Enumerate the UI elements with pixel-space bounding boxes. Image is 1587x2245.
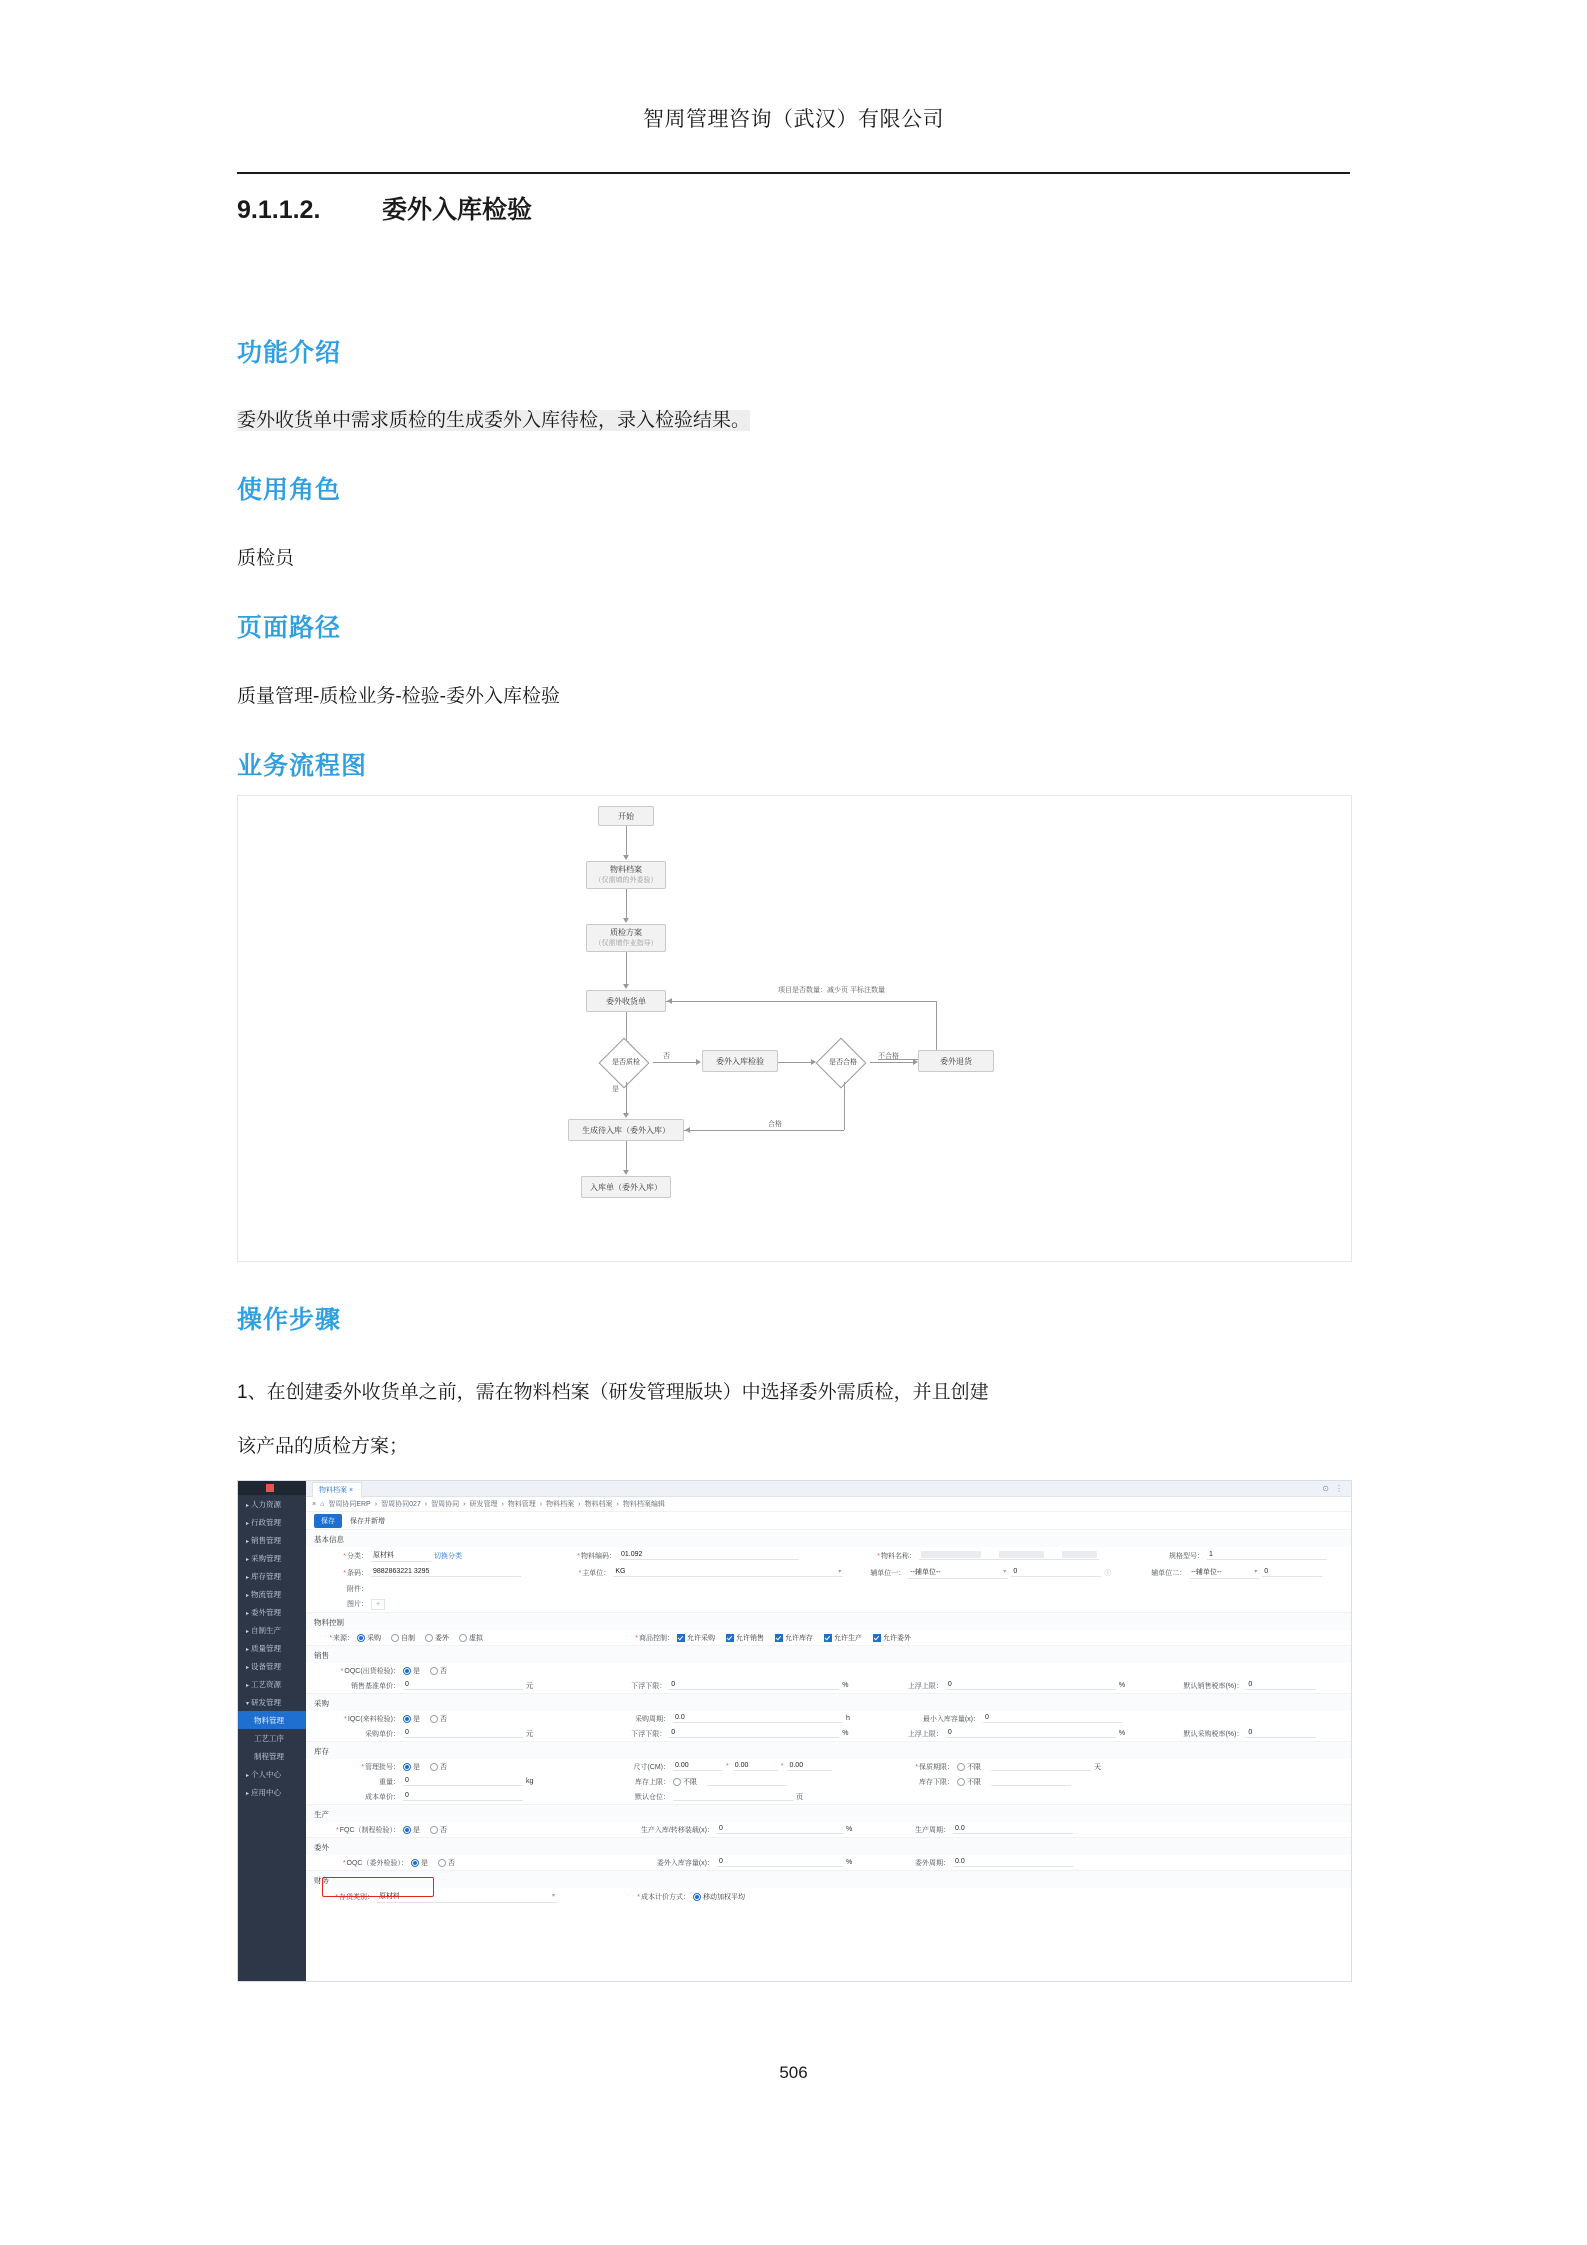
production-min-input[interactable]: 0 [717, 1825, 843, 1834]
flow-edge-label-no: 否 [663, 1053, 670, 1060]
size-width-input[interactable]: 0.00 [733, 1762, 778, 1771]
radio-source-virtual[interactable]: 虚拟 [459, 1633, 483, 1643]
app-logo [238, 1481, 306, 1495]
business-flow-diagram [237, 795, 1352, 1262]
heading-page-path: 页面路径 [237, 614, 342, 642]
group-purchase: 采购 [306, 1693, 1351, 1711]
radio-outsource-oqc-yes[interactable]: 是 [411, 1858, 428, 1868]
breadcrumb-item-current: 物料档案编辑 [622, 1501, 665, 1508]
form-row: *条码： 9882863221 3295 *主单位： KG ▾ 辅单位一： --辅单位-- ▾ 0 ⓘ 辅单位二： --辅单位-- ▾ 0 [306, 1564, 1351, 1581]
shelf-life-input[interactable] [991, 1762, 1091, 1771]
flow-arrow [623, 1170, 629, 1175]
spec-input[interactable]: 1 [1207, 1551, 1327, 1560]
sidebar-item-hr[interactable]: ▸ 人力资源 [246, 1499, 282, 1509]
purchase-down-limit-input[interactable]: 0 [669, 1729, 839, 1738]
flow-arrow [623, 855, 629, 860]
flow-edge [653, 1062, 698, 1063]
aux-unit2-qty-input[interactable]: 0 [1262, 1568, 1322, 1577]
breadcrumb-item[interactable]: 物料档案 [546, 1501, 575, 1508]
lower-limit-input[interactable] [991, 1777, 1071, 1786]
outsource-min-input[interactable]: 0 [717, 1858, 843, 1867]
aux-unit1-qty-input[interactable]: 0 [1011, 1568, 1101, 1577]
sidebar-item-logistics[interactable]: ▸ 物流管理 [246, 1589, 282, 1599]
tab-bar [306, 1481, 1351, 1497]
sidebar-item-material-management[interactable]: 物料管理 [238, 1711, 306, 1729]
highlight-outsource-oqc [322, 1877, 434, 1897]
heading-role: 使用角色 [237, 476, 342, 504]
home-icon[interactable]: ⌂ [320, 1500, 325, 1508]
flow-edge-label-quantity: 项目是否数量：减少页 平标注数量 [778, 987, 885, 994]
sidebar-item-inventory[interactable]: ▸ 库存管理 [246, 1571, 282, 1581]
form-row: 附件： [347, 1585, 368, 1593]
breadcrumb-item[interactable]: 智周协同 [431, 1501, 460, 1508]
tab-bar-icons [1322, 1484, 1343, 1493]
weight-input[interactable]: 0 [403, 1777, 523, 1786]
flow-edge-label-yes: 是 [612, 1086, 619, 1093]
down-limit-input[interactable]: 0 [669, 1681, 839, 1690]
barcode-input[interactable]: 9882863221 3295 [371, 1568, 521, 1577]
flow-node-outsource-inbound-inspection: 委外入库检验 [702, 1050, 778, 1072]
form-row: 销售基准单价： 0 元 下浮下限： 0 % 上浮上限： 0 % 默认销售税率(%)： 0 [306, 1678, 1351, 1693]
group-outsource: 委外 [306, 1837, 1351, 1855]
form-row: *IQC(来料检验)： 是 否 采购周期： 0.0 h 最小入库容量(x)： 0 [306, 1711, 1351, 1726]
heading-function-intro: 功能介绍 [237, 339, 342, 367]
sidebar-item-personal-center[interactable]: ▸ 个人中心 [246, 1769, 282, 1779]
group-basic-info: 基本信息 [306, 1529, 1351, 1547]
cost-price-input[interactable]: 0 [403, 1792, 523, 1801]
sidebar-item-process[interactable]: 工艺工序 [254, 1733, 284, 1743]
radio-source-self[interactable]: 自制 [391, 1633, 415, 1643]
sidebar-item-quality[interactable]: ▸ 质量管理 [246, 1643, 282, 1653]
flow-arrow [667, 998, 672, 1004]
flow-arrow [623, 984, 629, 989]
checkbox-allow-outsource[interactable]: 允许委外 [873, 1633, 911, 1643]
flow-edge [626, 1141, 627, 1171]
group-production: 生产 [306, 1804, 1351, 1822]
sidebar-item-equipment[interactable]: ▸ 设备管理 [246, 1661, 282, 1671]
text-function-intro: 委外收货单中需求质检的生成委外入库待检，录入检验结果。 [237, 410, 751, 431]
checkbox-allow-sales[interactable]: 允许销售 [726, 1633, 764, 1643]
default-warehouse-input[interactable] [673, 1792, 793, 1801]
flow-edge-label-qualified: 合格 [768, 1121, 782, 1128]
sidebar-item-rd[interactable]: ▾ 研发管理 [246, 1697, 282, 1707]
flow-arrow [623, 918, 629, 923]
material-name-input[interactable] [919, 1551, 1099, 1560]
group-sales: 销售 [306, 1645, 1351, 1663]
breadcrumb-item[interactable]: 智周协同027 [381, 1501, 421, 1508]
flow-edge [626, 1082, 627, 1114]
flow-decision-qualified: 是否合格 [816, 1042, 870, 1082]
page-number: 506 [779, 2063, 808, 2082]
purchase-up-limit-input[interactable]: 0 [946, 1729, 1116, 1738]
radio-cost-method-moving-average[interactable]: 移动加权平均 [693, 1892, 745, 1902]
min-purchase-input[interactable]: 0 [983, 1714, 1123, 1723]
checkbox-allow-inventory[interactable]: 允许库存 [775, 1633, 813, 1643]
erp-sidebar [238, 1481, 306, 1981]
form-row: *OQC（委外检验）： 是 否 委外入库容量(x)： 0 % 委外周期： 0.0 [306, 1855, 1351, 1870]
form-row: 重量： 0 kg 库存上限： 不限 库存下限： 不限 [306, 1774, 1351, 1789]
switch-category-link[interactable]: 切换分类 [434, 1552, 462, 1560]
erp-main [306, 1481, 1351, 1981]
form-row: *存货类别： 原材料 ▾ *成本计价方式： 移动加权平均 [335, 1892, 745, 1901]
aux-unit1-select[interactable]: --辅单位-- ▾ [908, 1567, 1008, 1579]
company-header: 智周管理咨询（武汉）有限公司 [643, 108, 944, 131]
text-role: 质检员 [237, 548, 295, 569]
main-unit-select[interactable]: KG ▾ [615, 1568, 842, 1575]
page-title [237, 190, 532, 226]
sidebar-item-outsource[interactable]: ▸ 委外管理 [246, 1607, 282, 1617]
help-icon[interactable]: ⊙ [1322, 1484, 1329, 1493]
flow-edge-label-unqualified: 不合格 [878, 1053, 899, 1060]
flow-node-inbound-order: 入库单（委外入库） [581, 1176, 671, 1198]
form-row: *OQC(出货检验)： 是 否 [340, 1667, 447, 1675]
radio-iqc-yes[interactable]: 是 [403, 1714, 420, 1724]
radio-fqc-no[interactable]: 否 [430, 1825, 447, 1835]
tab-material-file[interactable]: 物料档案 × [312, 1482, 362, 1497]
flow-node-inspection-plan: 质检方案 （仅需增作业指导） [586, 924, 666, 952]
flow-arrow [685, 1127, 690, 1133]
sidebar-item-purchase[interactable]: ▸ 采购管理 [246, 1553, 282, 1563]
flow-node-outsource-receipt: 委外收货单 [586, 990, 666, 1012]
checkbox-allow-production[interactable]: 允许生产 [824, 1633, 862, 1643]
up-limit-input[interactable]: 0 [946, 1681, 1116, 1690]
purchase-price-input[interactable]: 0 [403, 1729, 523, 1738]
text-step1-line2: 该产品的质检方案； [237, 1436, 409, 1457]
flow-node-create-pending-inbound: 生成待入库（委外入库） [568, 1119, 684, 1141]
flow-edge [626, 889, 627, 919]
radio-batch-no[interactable]: 否 [430, 1762, 447, 1772]
category-value[interactable]: 原材料 [371, 1550, 431, 1562]
section-number: 9.1.1.2. [237, 196, 321, 224]
flow-edge [778, 1062, 813, 1063]
production-cycle-input[interactable]: 0.0 [953, 1825, 1073, 1834]
erp-screenshot [237, 1480, 1352, 1982]
radio-outsource-oqc-no[interactable]: 否 [438, 1858, 455, 1868]
form-row: 图片： + [306, 1596, 1351, 1612]
save-and-new-button[interactable]: 保存并新增 [350, 1517, 385, 1525]
flow-edge [870, 1062, 915, 1063]
flow-decision-need-inspection: 是否质检 [599, 1042, 653, 1082]
breadcrumb-item[interactable]: 研发管理 [469, 1501, 498, 1508]
flow-arrow [696, 1059, 701, 1065]
stock-type-select[interactable]: 原材料 ▾ [377, 1891, 557, 1903]
sidebar-item-routing[interactable]: 制程管理 [254, 1751, 284, 1761]
header-divider [237, 172, 1350, 174]
form-row: *分类： 原材料 切换分类 *物料编码： 01.092 *物料名称： 规格型号： 1 [306, 1547, 1351, 1564]
sidebar-item-craft[interactable]: ▸ 工艺资源 [246, 1679, 282, 1689]
close-icon[interactable]: × [312, 1500, 317, 1508]
form-row: 成本单价： 0 默认仓位： 页 [365, 1792, 803, 1801]
default-purchase-rate-input[interactable]: 0 [1246, 1729, 1316, 1738]
flow-node-outsource-return: 委外退货 [918, 1050, 994, 1072]
size-height-input[interactable]: 0.00 [787, 1762, 832, 1771]
close-icon[interactable]: × [348, 1487, 354, 1494]
form-row: *来源： 采购 自制 委外 虚拟 *商品控制： 允许采购 允许销售 允许库存 允许生产 允许委外 [329, 1634, 911, 1642]
form-row: *管理批号： 是 否 尺寸(CM)： 0.00 * 0.00 * 0.00 *保质期限： 不限 天 [361, 1762, 1101, 1771]
text-step1-line1: 1、在创建委外收货单之前，需在物料档案（研发管理版块）中选择委外需质检，并且创建 [237, 1382, 989, 1403]
form-row: 采购单价： 0 元 下浮下限： 0 % 上浮上限： 0 % 默认采购税率(%)： 0 [306, 1726, 1351, 1741]
radio-source-outsource[interactable]: 委外 [425, 1633, 449, 1643]
text-page-path: 质量管理-质检业务-检验-委外入库检验 [237, 686, 560, 707]
add-image-button[interactable]: + [371, 1599, 385, 1610]
radio-lower-unlimited[interactable]: 不限 [957, 1777, 981, 1787]
radio-fqc-yes[interactable]: 是 [403, 1825, 420, 1835]
material-code-input[interactable]: 01.092 [619, 1551, 799, 1560]
flow-edge [626, 1012, 627, 1042]
sidebar-item-app-center[interactable]: ▸ 应用中心 [246, 1787, 282, 1797]
flow-node-start: 开始 [598, 806, 654, 826]
group-material-control: 物料控制 [306, 1612, 1351, 1630]
sidebar-item-sales[interactable]: ▸ 销售管理 [246, 1535, 282, 1545]
checkbox-allow-purchase[interactable]: 允许采购 [677, 1633, 715, 1643]
sidebar-item-self-production[interactable]: ▸ 自制生产 [246, 1625, 282, 1635]
radio-oqc-yes[interactable]: 是 [403, 1666, 420, 1676]
section-title: 委外入库检验 [382, 196, 533, 224]
flow-edge [626, 952, 627, 985]
radio-oqc-no[interactable]: 否 [430, 1666, 447, 1676]
heading-steps: 操作步骤 [237, 1306, 342, 1334]
save-button[interactable]: 保存 [314, 1514, 342, 1528]
purchase-cycle-input[interactable]: 0.0 [673, 1714, 843, 1723]
radio-source-purchase[interactable]: 采购 [357, 1633, 381, 1643]
radio-shelf-life-unlimited[interactable]: 不限 [957, 1762, 981, 1772]
upper-limit-input[interactable] [707, 1777, 787, 1786]
form-row: *FQC（制程检验）： 是 否 生产入库/转移装载(x)： 0 % 生产周期： 0.0 [306, 1822, 1351, 1837]
sale-base-price-input[interactable]: 0 [403, 1681, 523, 1690]
aux-unit2-select[interactable]: --辅单位-- ▾ [1189, 1567, 1259, 1579]
more-icon[interactable]: ⋮ [1335, 1484, 1343, 1493]
outsource-cycle-input[interactable]: 0.0 [953, 1858, 1073, 1867]
default-sale-rate-input[interactable]: 0 [1246, 1681, 1316, 1690]
info-icon[interactable]: ⓘ [1104, 1569, 1112, 1577]
breadcrumb-item[interactable]: 智周协同ERP [328, 1501, 371, 1508]
sidebar-item-admin[interactable]: ▸ 行政管理 [246, 1517, 282, 1527]
radio-batch-yes[interactable]: 是 [403, 1762, 420, 1772]
flow-edge [626, 826, 627, 856]
group-inventory: 库存 [306, 1741, 1351, 1759]
flow-edge [684, 1130, 844, 1131]
breadcrumb-item[interactable]: 物料管理 [507, 1501, 536, 1508]
heading-business-flow: 业务流程图 [237, 752, 368, 780]
flow-edge [666, 1001, 936, 1002]
radio-iqc-no[interactable]: 否 [430, 1714, 447, 1724]
action-bar [306, 1512, 1351, 1529]
flow-arrow [623, 1113, 629, 1118]
size-length-input[interactable]: 0.00 [673, 1762, 723, 1771]
radio-upper-unlimited[interactable]: 不限 [673, 1777, 697, 1787]
group-finance: 财务 [306, 1870, 1351, 1888]
breadcrumb-item[interactable]: 物料档案 [584, 1501, 613, 1508]
flow-node-material-file: 物料档案 （仅需填的外委验） [586, 861, 666, 889]
flow-edge [844, 1082, 845, 1130]
breadcrumb: × ⌂ 智周协同ERP › 智周协同027 › 智周协同 › 研发管理 › 物料管理 › 物料档案 › 物料档案 › 物料档案编辑 [306, 1497, 1351, 1512]
